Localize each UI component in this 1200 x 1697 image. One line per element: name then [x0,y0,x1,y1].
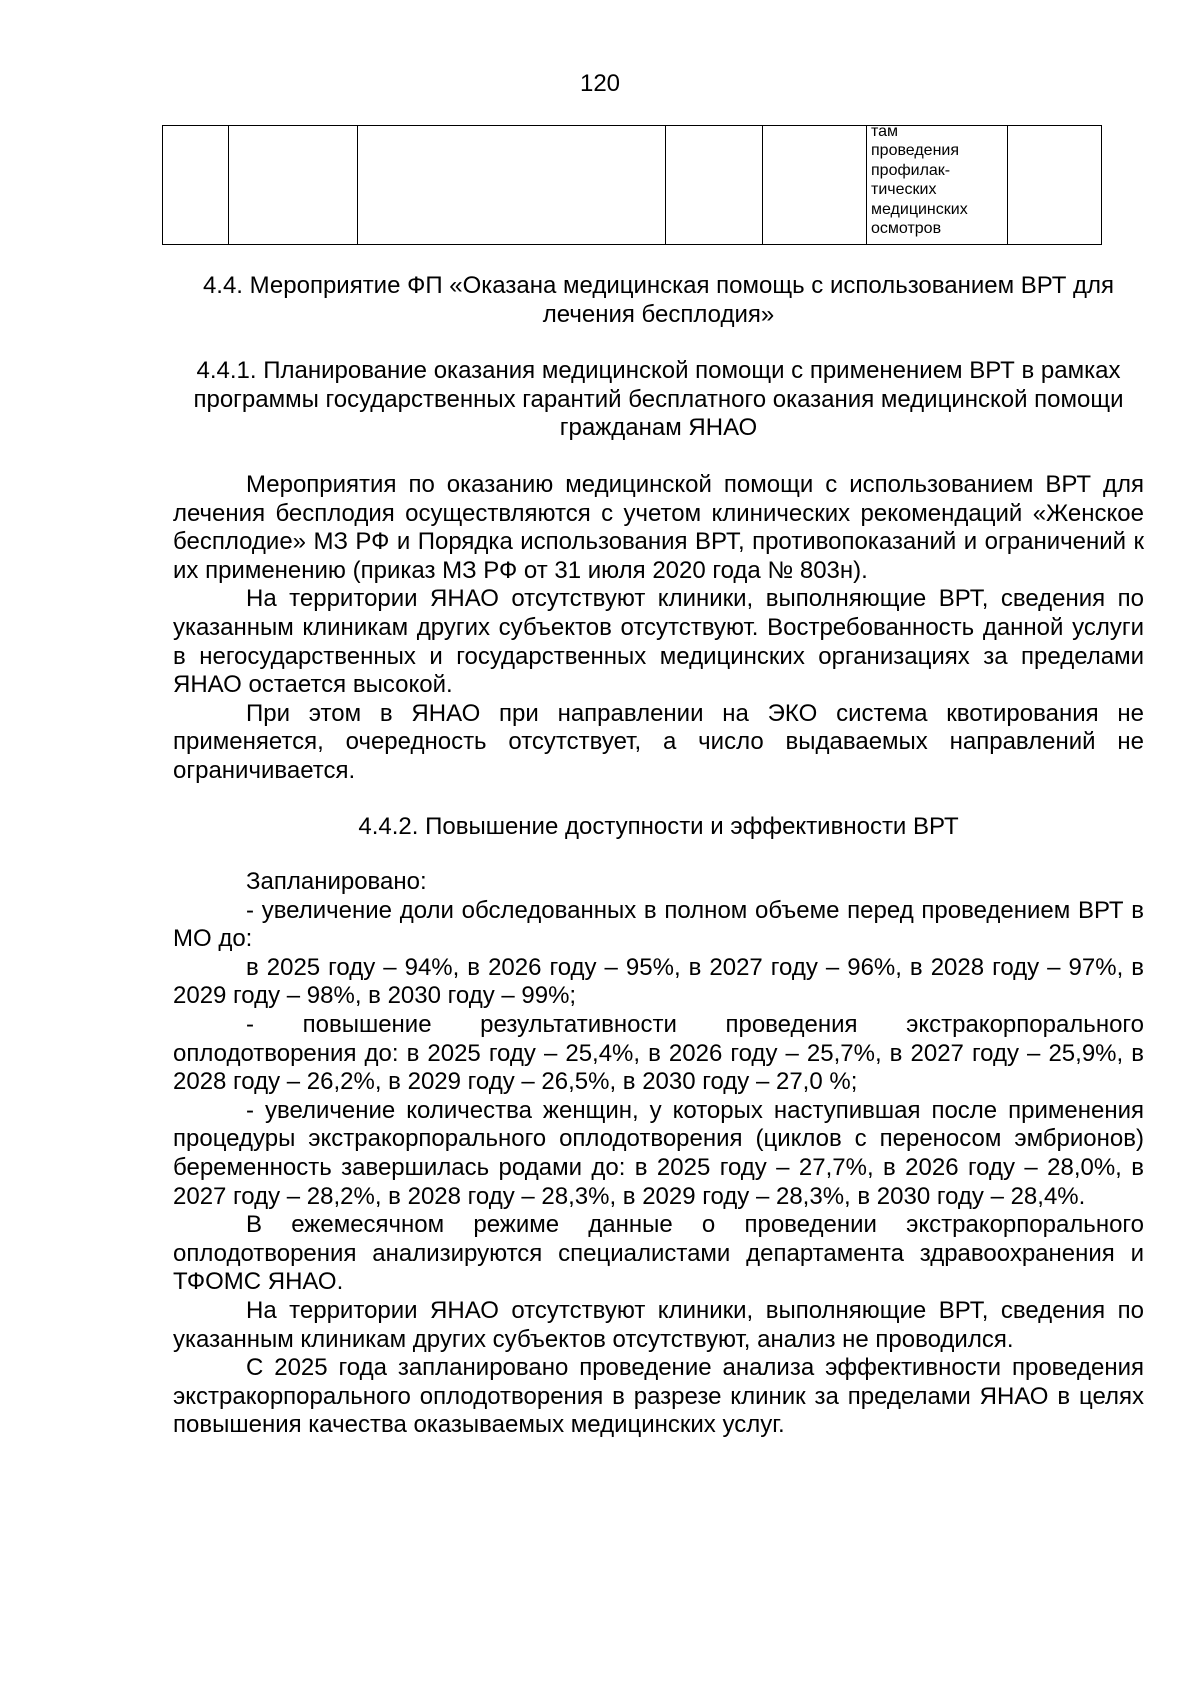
paragraph: При этом в ЯНАО при направлении на ЭКО система квотирования не применяется, очередность отсутствует, а число выдаваемых направлений не ограничивается. [173,699,1144,784]
table-cell [763,126,867,245]
table-row [163,126,1102,245]
section-heading-4-4: 4.4. Мероприятие ФП «Оказана медицинская помощь с использованием ВРТ для лечения бесплодия» [202,272,1115,328]
paragraph: - повышение результативности проведения экстракорпорального оплодотворения до: в 2025 году – 25,4%, в 2026 году – 25,7%, в 2027 году – 25,9%, в 2028 году – 26,2%, в 2029 году – 26,5%, в 2030 году – 27,0 %; [173,1011,1144,1096]
table-cell [229,126,358,245]
paragraph: На территории ЯНАО отсутствуют клиники, выполняющие ВРТ, сведения по указанным клиникам других субъектов отсутствуют, анализ не проводился. [173,1297,1144,1353]
section-heading-4-4-2: 4.4.2. Повышение доступности и эффективности ВРТ [358,812,959,840]
table-cell-text: там проведения профилак- тических медицинских осмотров [867,126,1008,245]
paragraph: - увеличение доли обследованных в полном объеме перед проведением ВРТ в МО до: [173,896,1144,953]
table-cell [358,126,666,245]
paragraph: Мероприятия по оказанию медицинской помощи с использованием ВРТ для лечения бесплодия осуществляются с учетом клинических рекомендаций «Женское бесплодие» МЗ РФ и Порядка использования ВРТ, противопоказаний и ограничений к их применению (приказ МЗ РФ от 31 июля 2020 года № 803н). [173,470,1144,584]
continuation-table [162,125,1102,245]
document-body [173,272,1144,1440]
paragraph: - увеличение количества женщин, у которых наступившая после применения процедуры экстракорпорального оплодотворения (циклов с переносом эмбрионов) беременность завершилась родами до: в 2025 году – 27,7%, в 2026 году – 28,0%, в 2027 году – 28,2%, в 2028 году – 28,3%, в 2029 году – 28,3%, в 2030 году – 28,4%. [173,1096,1144,1210]
table-cell [163,126,229,245]
paragraph: С 2025 года запланировано проведение анализа эффективности проведения экстракорпорального оплодотворения в разрезе клиник за пределами ЯНАО в целях повышения качества оказываемых медицинских услуг. [173,1354,1144,1439]
paragraph: В ежемесячном режиме данные о проведении экстракорпорального оплодотворения анализируются специалистами департамента здравоохранения и ТФОМС ЯНАО. [173,1211,1144,1296]
table-cell [1008,126,1102,245]
section-heading-4-4-1: 4.4.1. Планирование оказания медицинской помощи с применением ВРТ в рамках программы государственных гарантий бесплатного оказания медицинской помощи гражданам ЯНАО [193,357,1124,442]
paragraph: Запланировано: [246,868,427,896]
page-number: 120 [579,70,621,97]
paragraph: На территории ЯНАО отсутствуют клиники, выполняющие ВРТ, сведения по указанным клиникам других субъектов отсутствуют. Востребованность данной услуги в негосударственных и государственных медицинских организациях за пределами ЯНАО остается высокой. [173,585,1144,699]
table-cell [666,126,763,245]
paragraph: в 2025 году – 94%, в 2026 году – 95%, в 2027 году – 96%, в 2028 году – 97%, в 2029 году – 98%, в 2030 году – 99%; [173,953,1144,1010]
